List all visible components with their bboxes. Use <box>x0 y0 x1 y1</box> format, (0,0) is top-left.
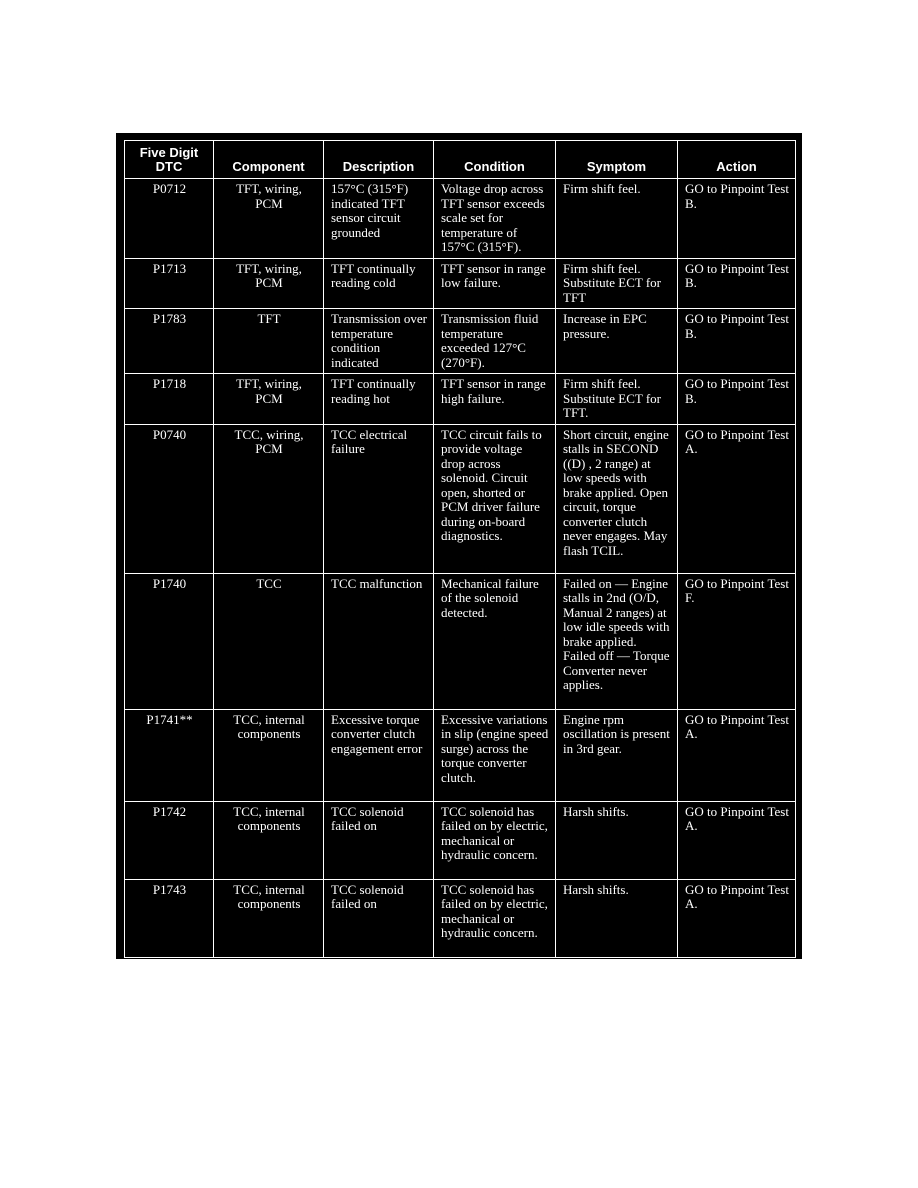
dtc-table <box>124 140 796 958</box>
action-cell: GO to Pinpoint Test B. <box>678 179 796 259</box>
component-cell: TCC, internal components <box>214 879 324 957</box>
symptom-cell: Firm shift feel. <box>556 179 678 259</box>
description-cell: 157°C (315°F) indicated TFT sensor circuit grounded <box>324 179 434 259</box>
dtc-code-cell: P1741** <box>125 709 214 801</box>
condition-cell: Mechanical failure of the solenoid detected. <box>434 573 556 709</box>
header-action: Action <box>678 141 796 179</box>
dtc-code-cell: P0740 <box>125 424 214 573</box>
component-cell: TFT, wiring, PCM <box>214 258 324 309</box>
header-dtc: Five Digit DTC <box>125 141 214 179</box>
description-cell: Transmission over temperature condition indicated <box>324 309 434 374</box>
description-cell: TCC electrical failure <box>324 424 434 573</box>
condition-cell: TCC circuit fails to provide voltage drop across solenoid. Circuit open, shorted or PCM driver failure during on-board diagnostics. <box>434 424 556 573</box>
component-cell: TFT, wiring, PCM <box>214 374 324 425</box>
description-cell: TCC malfunction <box>324 573 434 709</box>
header-condition: Condition <box>434 141 556 179</box>
component-cell: TCC, internal components <box>214 801 324 879</box>
table-row <box>125 309 796 374</box>
symptom-cell: Engine rpm oscillation is present in 3rd gear. <box>556 709 678 801</box>
condition-cell: TFT sensor in range high failure. <box>434 374 556 425</box>
dtc-code-cell: P1713 <box>125 258 214 309</box>
description-cell: TFT continually reading hot <box>324 374 434 425</box>
table-row <box>125 179 796 259</box>
symptom-cell: Short circuit, engine stalls in SECOND ((D) , 2 range) at low speeds with brake applied. Open circuit, torque converter clutch never engages. May flash TCIL. <box>556 424 678 573</box>
dtc-code-cell: P1783 <box>125 309 214 374</box>
component-cell: TCC, internal components <box>214 709 324 801</box>
symptom-cell: Firm shift feel. Substitute ECT for TFT <box>556 258 678 309</box>
table-row <box>125 258 796 309</box>
dtc-code-cell: P1718 <box>125 374 214 425</box>
dtc-code-cell: P1740 <box>125 573 214 709</box>
action-cell: GO to Pinpoint Test B. <box>678 309 796 374</box>
action-cell: GO to Pinpoint Test A. <box>678 424 796 573</box>
action-cell: GO to Pinpoint Test B. <box>678 258 796 309</box>
condition-cell: Excessive variations in slip (engine speed surge) across the torque converter clutch. <box>434 709 556 801</box>
action-cell: GO to Pinpoint Test A. <box>678 709 796 801</box>
dtc-code-cell: P1743 <box>125 879 214 957</box>
table-row <box>125 424 796 573</box>
description-cell: TFT continually reading cold <box>324 258 434 309</box>
table-row <box>125 374 796 425</box>
symptom-cell: Increase in EPC pressure. <box>556 309 678 374</box>
table-row <box>125 879 796 957</box>
component-cell: TCC, wiring, PCM <box>214 424 324 573</box>
dtc-code-cell: P0712 <box>125 179 214 259</box>
action-cell: GO to Pinpoint Test B. <box>678 374 796 425</box>
table-row <box>125 709 796 801</box>
component-cell: TFT <box>214 309 324 374</box>
symptom-cell: Failed on — Engine stalls in 2nd (O/D, Manual 2 ranges) at low idle speeds with brake applied. Failed off — Torque Converter never applies. <box>556 573 678 709</box>
symptom-cell: Harsh shifts. <box>556 879 678 957</box>
dtc-table-panel <box>116 133 802 959</box>
description-cell: TCC solenoid failed on <box>324 801 434 879</box>
header-description: Description <box>324 141 434 179</box>
action-cell: GO to Pinpoint Test A. <box>678 879 796 957</box>
description-cell: Excessive torque converter clutch engagement error <box>324 709 434 801</box>
header-symptom: Symptom <box>556 141 678 179</box>
table-row <box>125 801 796 879</box>
component-cell: TCC <box>214 573 324 709</box>
table-row <box>125 573 796 709</box>
symptom-cell: Firm shift feel. Substitute ECT for TFT. <box>556 374 678 425</box>
condition-cell: Transmission fluid temperature exceeded 127°C (270°F). <box>434 309 556 374</box>
dtc-code-cell: P1742 <box>125 801 214 879</box>
condition-cell: Voltage drop across TFT sensor exceeds scale set for temperature of 157°C (315°F). <box>434 179 556 259</box>
action-cell: GO to Pinpoint Test F. <box>678 573 796 709</box>
action-cell: GO to Pinpoint Test A. <box>678 801 796 879</box>
description-cell: TCC solenoid failed on <box>324 879 434 957</box>
condition-cell: TCC solenoid has failed on by electric, mechanical or hydraulic concern. <box>434 879 556 957</box>
condition-cell: TFT sensor in range low failure. <box>434 258 556 309</box>
symptom-cell: Harsh shifts. <box>556 801 678 879</box>
component-cell: TFT, wiring, PCM <box>214 179 324 259</box>
condition-cell: TCC solenoid has failed on by electric, mechanical or hydraulic concern. <box>434 801 556 879</box>
header-component: Component <box>214 141 324 179</box>
table-header-row <box>125 141 796 179</box>
